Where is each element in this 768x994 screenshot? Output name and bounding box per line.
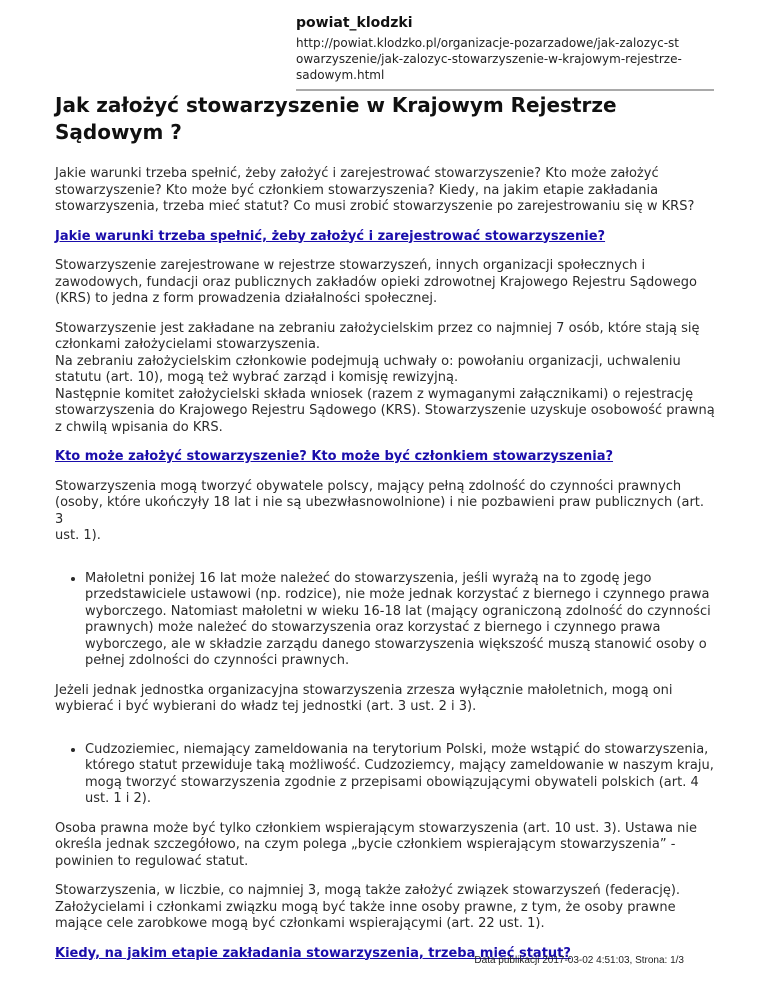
paragraph [55, 883, 715, 933]
text-line: Następnie komitet założycielski składa wniosek (razem z wymaganymi załącznikami) o rejestrację [55, 386, 694, 402]
text-line: którego statut przewiduje taką możliwość. Cudzoziemcy, mający zameldowanie w naszym kraju, [85, 758, 714, 773]
intro-paragraph [55, 166, 715, 216]
text-line: wyborczego. Natomiast małoletni w wieku 16-18 lat (mający ograniczoną zdolność do czynności [85, 603, 711, 619]
text-line: przedstawiciele ustawowi (np. rodzice), nie może jednak korzystać z biernego i czynnego prawa [85, 587, 710, 602]
site-name: powiat_klodzki [296, 15, 413, 31]
bullet-list [55, 729, 715, 808]
text-line: Stowarzyszenie zarejestrowane w rejestrze stowarzyszeń, innych organizacji społecznych i [55, 258, 646, 273]
text-line: (KRS) to jedna z form prowadzenia działalności społecznej. [55, 291, 438, 306]
text-line: zawodowych, fundacji oraz publicznych zakładów opieki zdrowotnej Krajowego Rejestru Sądowego [55, 274, 698, 290]
text-line: stowarzyszenie? Kto może być członkiem stowarzyszenia? Kiedy, na jakim etapie zakładania [55, 182, 659, 198]
text-line: mające cele zarobkowe mogą być członkami wspierającymi (art. 22 ust. 1). [55, 916, 545, 931]
text-line: statutu (art. 10), mogą też wybrać zarząd i komisję rewizyjną. [55, 370, 459, 385]
text-line: Stowarzyszenia mogą tworzyć obywatele polscy, mający pełną zdolność do czynności prawnych [55, 478, 682, 494]
text-line: • Cudzoziemiec, niemający zameldowania na terytorium Polski, może wstąpić do stowarzyszenia, [85, 741, 709, 757]
paragraph [55, 321, 715, 437]
article-content [55, 92, 715, 975]
url-line: http://powiat.klodzko.pl/organizacje-pozarzadowe/jak-zalozyc-st [296, 36, 679, 50]
list-item [85, 558, 715, 670]
text-line: z chwilą wpisania do KRS. [55, 419, 223, 435]
text-line: Na zebraniu założycielskim członkowie podejmują uchwały o: powołaniu organizacji, uchwaleniu [55, 353, 681, 369]
text-line: prawnych) może należeć do stowarzyszenia oraz korzystać z biernego i czynnego prawa [85, 620, 661, 635]
text-line: stowarzyszenia, trzeba mieć statut? Co musi zrobić stowarzyszenie po zarejestrowaniu się w KRS? [55, 199, 695, 214]
question-link-conditions[interactable]: Jakie warunki trzeba spełnić, żeby założyć i zarejestrować stowarzyszenie? [55, 228, 606, 244]
text-line: pełnej zdolności do czynności prawnych. [85, 653, 350, 668]
paragraph [55, 821, 715, 871]
title-line: Jak założyć stowarzyszenie w Krajowym Rejestrze [55, 93, 617, 117]
text-line: Stowarzyszenie jest zakładane na zebraniu założycielskim przez co najmniej 7 osób, które stają się [55, 320, 700, 336]
text-line: powinien to regulować statut. [55, 853, 249, 869]
title-line: Sądowym ? [55, 120, 182, 144]
text-line: stowarzyszenia do Krajowego Rejestru Sądowego (KRS). Stowarzyszenie uzyskuje osobowość prawną [55, 403, 715, 418]
text-line: Założycielami i członkami związku mogą być także inne osoby prawne, z tym, że osoby prawne [55, 899, 676, 915]
text-line: wybierać i być wybierani do władz tej jednostki (art. 3 ust. 2 i 3). [55, 699, 477, 714]
text-line: Jakie warunki trzeba spełnić, żeby założyć i zarejestrować stowarzyszenie? Kto może założyć [55, 166, 659, 181]
text-line: ust. 1). [55, 528, 101, 543]
bullet-list [55, 558, 715, 670]
paragraph [55, 479, 715, 545]
text-line: Osoba prawna może być tylko członkiem wspierającym stowarzyszenia (art. 10 ust. 3). Ustawa nie [55, 820, 697, 836]
url-line: owarzyszenie/jak-zalozyc-stowarzyszenie-w-krajowym-rejestrze- [296, 52, 682, 66]
question-link-statute[interactable]: Kiedy, na jakim etapie zakładania stowarzyszenia, trzeba mieć statut? [55, 945, 571, 961]
article-title [55, 92, 715, 146]
text-line: członkami założycielami stowarzyszenia. [55, 337, 321, 352]
text-line: określa jednak szczegółowo, na czym polega „bycie członkiem wspierającym stowarzyszenia” - [55, 837, 676, 852]
url-line: sadowym.html [296, 68, 385, 82]
text-line: wyborczego, ale w składzie zarządu danego stowarzyszenia większość muszą stanowić osoby o [85, 636, 707, 652]
question-heading [55, 229, 715, 246]
publication-footer: Data publikacji 2017-03-02 4:51:03, Strona: 1/3 [474, 955, 684, 966]
text-line: mogą tworzyć stowarzyszenia zgodnie z przepisami obowiązującymi obywateli polskich (art. 4 [85, 774, 699, 790]
text-line: • Małoletni poniżej 16 lat może należeć do stowarzyszenia, jeśli wyrażą na to zgodę jego [85, 570, 652, 586]
text-line: Stowarzyszenia, w liczbie, co najmniej 3, mogą także założyć związek stowarzyszeń (federację). [55, 883, 681, 898]
text-line: (osoby, które ukończyły 18 lat i nie są ubezwłasnowolnione) i nie pozbawieni praw publicznych (art. 3 [55, 495, 705, 527]
source-url[interactable] [296, 35, 714, 83]
paragraph [55, 683, 715, 716]
question-link-members[interactable]: Kto może założyć stowarzyszenie? Kto może być członkiem stowarzyszenia? [55, 449, 614, 464]
question-heading [55, 449, 715, 466]
paragraph [55, 258, 715, 308]
text-line: ust. 1 i 2). [85, 791, 151, 806]
list-item [85, 729, 715, 808]
text-line: Jeżeli jednak jednostka organizacyjna stowarzyszenia zrzesza wyłącznie małoletnich, mogą oni [55, 682, 673, 698]
page-header [296, 14, 714, 91]
